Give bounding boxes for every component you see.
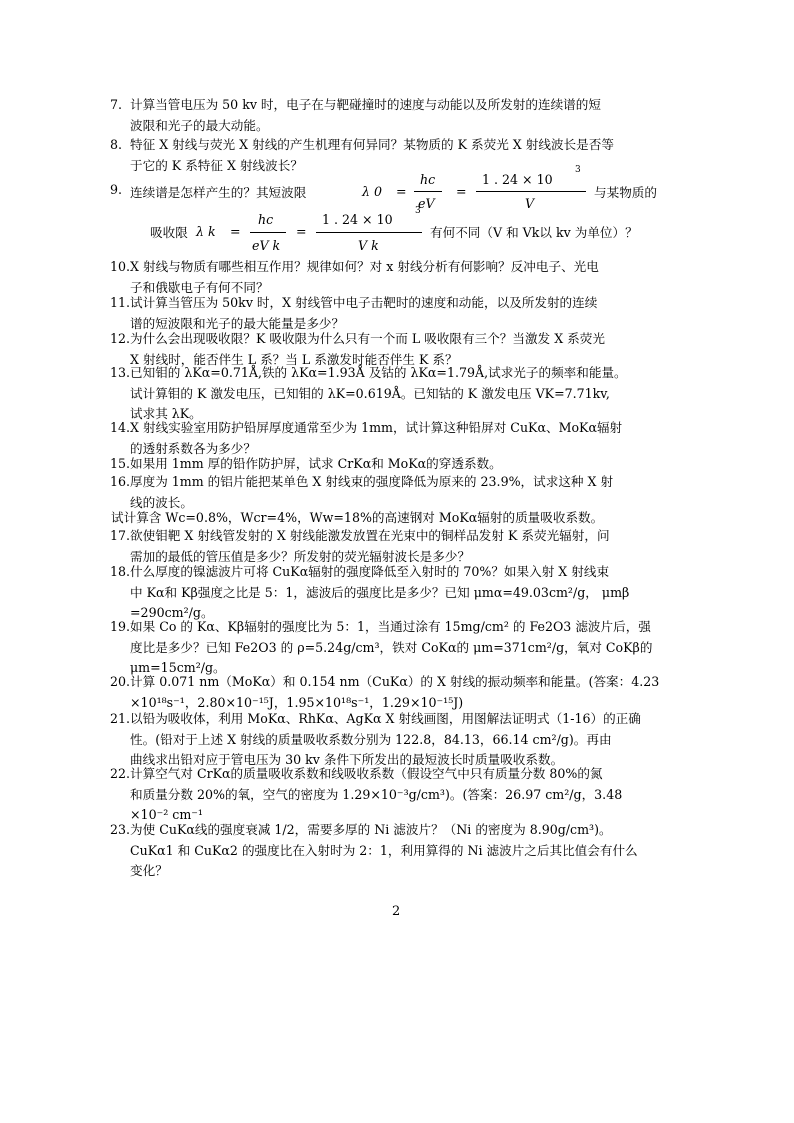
question-13 [110, 363, 670, 425]
question-line: 特征 X 射线与荧光 X 射线的产生机理有何异同？某物质的 K 系荧光 X 射线波长是否等 [130, 137, 614, 152]
question-line: 变化？ [130, 863, 168, 878]
question-number: 22. [110, 766, 131, 781]
question-number: 7. [110, 97, 123, 112]
question-number: 9. [110, 182, 123, 197]
question-23 [110, 820, 670, 882]
question-7 [110, 95, 670, 136]
question-17 [110, 526, 670, 567]
question-number: 19. [110, 619, 131, 634]
fraction-numerator: 1 . 24 × 10 [322, 212, 393, 227]
question-number: 11. [110, 295, 131, 310]
question-line: 子和俄歇电子有何不同？ [130, 279, 269, 295]
question-number: 13. [110, 365, 131, 380]
question-line: 曲线求出铅对应于管电压为 30 kv 条件下所发出的最短波长时质量吸收系数。 [130, 752, 564, 767]
question-line: 性。(铅对于上述 X 射线的质量吸收系数分别为 122.8，84.13，66.14 cm²/g)。再由 [130, 731, 612, 747]
question-line: 为使 CuKα线的强度衰减 1/2，需要多厚的 Ni 滤波片？（Ni 的密度为 8.90g/cm³)。 [130, 822, 612, 837]
question-line: ×10¹⁸s⁻¹，2.80×10⁻¹⁵J，1.95×10¹⁸s⁻¹，1.29×10⁻¹⁵J) [130, 694, 464, 710]
question-line: 于它的 K 系特征 X 射线波长？ [130, 157, 303, 173]
question-line: 线的波长。 [130, 494, 193, 510]
question-line: X 射线与物质有哪些相互作用？规律如何？对 x 射线分析有何影响？反冲电子、光电 [130, 259, 599, 274]
fraction-denominator: V [525, 196, 535, 211]
question-line: X 射线实验室用防护铅屏厚度通常至少为 1mm，试计算这种铅屏对 CuKα、MoKα辐射 [130, 420, 623, 435]
equals-sign: = [396, 184, 407, 199]
question-line: 已知钼的 λKα=0.71Å,铁的 λKα=1.93Å 及钴的 λKα=1.79Å,试求光子的频率和能量。 [130, 365, 627, 380]
question-line: =290cm²/g。 [130, 605, 214, 620]
fraction-bar [250, 232, 286, 233]
question-line: X 射线时，能否伴生 L 系？当 L 系激发时能否伴生 K 系？ [130, 351, 458, 367]
question-line: 如果用 1mm 厚的铅作防护屏，试求 CrKα和 MoKα的穿透系数。 [130, 456, 502, 471]
question-line: ×10⁻² cm⁻¹ [130, 807, 203, 822]
question-14 [110, 418, 670, 459]
question-line: 度比是多少？已知 Fe2O3 的 ρ=5.24g/cm³，铁对 CoKα的 μm=371cm²/g，氧对 CoKβ的 [130, 639, 653, 655]
question-line: 谱的短波限和光子的最大能量是多少？ [130, 315, 345, 331]
question-11 [110, 293, 670, 334]
question-text: 吸收限 [150, 225, 188, 240]
question-text: 连续谱是怎样产生的？其短波限 [130, 185, 307, 200]
question-number: 21. [110, 711, 131, 726]
lambda-zero-symbol: λ 0 [362, 184, 382, 199]
question-line: 为什么会出现吸收限？K 吸收限为什么只有一个而 L 吸收限有三个？当激发 X 系荧光 [130, 331, 605, 346]
question-number: 16. [110, 474, 131, 489]
question-line: 如果 Co 的 Kα、Kβ辐射的强度比为 5：1，当通过涂有 15mg/cm² 的 Fe2O3 滤波片后，强 [130, 619, 651, 634]
question-line: 计算 0.071 nm（MoKα）和 0.154 nm（CuKα）的 X 射线的振动频率和能量。(答案：4.23 [130, 674, 660, 689]
fraction-bar [316, 232, 422, 233]
question-number: 18. [110, 564, 131, 579]
equals-sign: = [456, 184, 467, 199]
question-line: μm=15cm²/g。 [130, 660, 226, 675]
exponent: 3 [415, 206, 421, 216]
question-line: 中 Kα和 Kβ强度之比是 5：1，滤波后的强度比是多少？已知 μmα=49.03cm²/g， μmβ [130, 584, 630, 600]
question-22 [110, 764, 670, 826]
fraction-bar [476, 191, 586, 192]
question-16 [110, 472, 670, 513]
question-number: 12. [110, 331, 131, 346]
question-number: 10. [110, 259, 131, 274]
question-unnumbered: 试计算含 Wc=0.8%，Wcr=4%，Ww=18%的高速钢对 MoKα辐射的质量吸收系数。 [111, 510, 604, 525]
question-number: 17. [110, 528, 131, 543]
question-line: 试求其 λK。 [130, 406, 202, 421]
question-line: 厚度为 1mm 的铝片能把某单色 X 射线束的强度降低为原来的 23.9%，试求这种 X 射 [130, 474, 614, 489]
question-line: 什么厚度的镍滤波片可将 CuKα辐射的强度降低至入射时的 70%？如果入射 X 射线束 [130, 564, 610, 579]
fraction-numerator: 1 . 24 × 10 [482, 172, 553, 187]
page-number: 2 [392, 904, 401, 919]
question-text: 与某物质的 [594, 185, 657, 200]
question-18 [110, 562, 670, 624]
question-line: 欲使钼靶 X 射线管发射的 X 射线能激发放置在光束中的铜样品发射 K 系荧光辐射，问 [130, 528, 610, 543]
equals-sign: = [230, 224, 241, 239]
question-line: 和质量分数 20%的氧，空气的密度为 1.29×10⁻³g/cm³)。(答案：26.97 cm²/g，3.48 [130, 786, 623, 802]
question-line: 以铅为吸收体，利用 MoKα、RhKα、AgKα X 射线画图，用图解法证明式（1-16）的正确 [130, 711, 641, 726]
question-line: 的透射系数各为多少？ [130, 440, 256, 456]
question-line: CuKα1 和 CuKα2 的强度比在入射时为 2：1，利用算得的 Ni 滤波片之后其比值会有什么 [130, 842, 638, 858]
exponent: 3 [575, 165, 581, 175]
question-number: 23. [110, 822, 131, 837]
question-line: 波限和光子的最大动能。 [130, 117, 269, 133]
question-10 [110, 257, 670, 298]
equals-sign: = [296, 224, 307, 239]
fraction-numerator: hc [420, 172, 436, 187]
fraction-denominator: eV [418, 196, 435, 211]
question-8 [110, 135, 670, 176]
question-line: 计算空气对 CrKα的质量吸收系数和线吸收系数（假设空气中只有质量分数 80%的氮 [130, 766, 603, 781]
question-number: 14. [110, 420, 131, 435]
question-line: 试计算当管压为 50kv 时，X 射线管中电子击靶时的速度和动能，以及所发射的连续 [130, 295, 598, 310]
question-line: 计算当管电压为 50 kv 时，电子在与靶碰撞时的速度与动能以及所发射的连续谱的短 [130, 97, 601, 112]
question-line: 试计算钼的 K 激发电压，已知钼的 λK=0.619Å。已知钴的 K 激发电压 VK=7.71kv, [130, 385, 610, 401]
question-number: 20. [110, 674, 131, 689]
question-number: 8. [110, 137, 123, 152]
question-20 [110, 672, 670, 713]
fraction-bar [414, 191, 442, 192]
question-number: 15. [110, 456, 131, 471]
fraction-denominator: V k [358, 238, 379, 253]
question-line: 需加的最低的管压值是多少？所发射的荧光辐射波长是多少？ [130, 548, 471, 564]
lambda-k-symbol: λ k [196, 224, 216, 239]
question-21 [110, 709, 670, 771]
fraction-numerator: hc [258, 212, 274, 227]
question-19 [110, 617, 670, 679]
fraction-denominator: eV k [252, 238, 281, 253]
question-text: 有何不同（V 和 Vk以 kv 为单位）？ [430, 225, 638, 240]
